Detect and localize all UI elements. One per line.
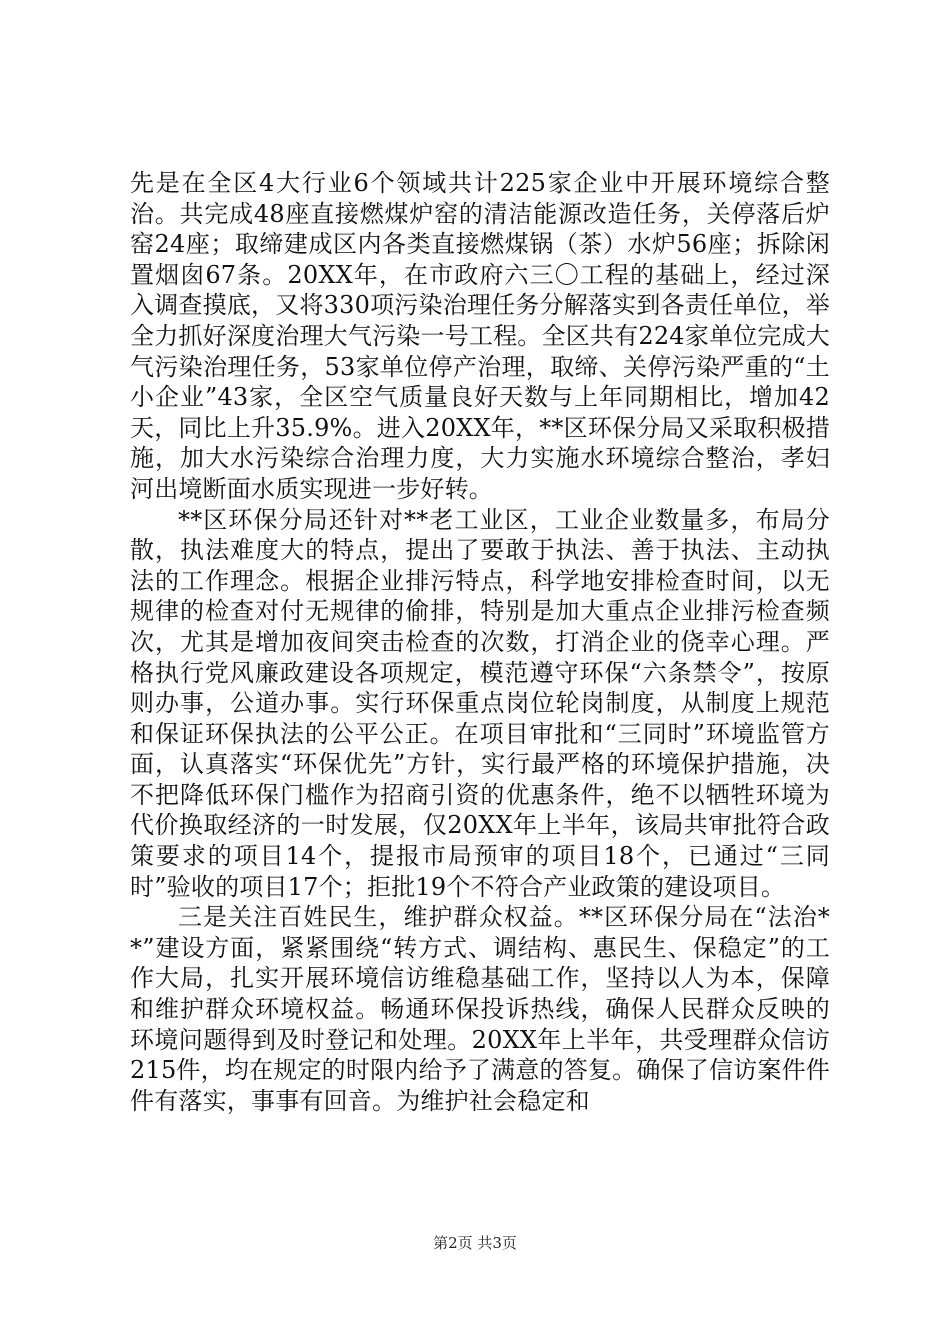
paragraph-2: **区环保分局还针对**老工业区，工业企业数量多，布局分散，执法难度大的特点，提出了要敢于执法、善于执法、主动执法的工作理念。根据企业排污特点，科学地安排检查时间，以无规律的检查对付无规律的偷排，特别是加大重点企业排污检查频次，尤其是增加夜间突击检查的次数，打消企业的侥幸心理。严格执行党风廉政建设各项规定，模范遵守环保“六条禁令”，按原则办事，公道办事。实行环保重点岗位轮岗制度，从制度上规范和保证环保执法的公平公正。在项目审批和“三同时”环境监管方面，认真落实“环保优先”方针，实行最严格的环境保护措施，决不把降低环保门槛作为招商引资的优惠条件，绝不以牺牲环境为代价换取经济的一时发展，仅20XX年上半年，该局共审批符合政策要求的项目14个，提报市局预审的项目18个，已通过“三同时”验收的项目17个；拒批19个不符合产业政策的建设项目。 [130, 505, 830, 901]
document-body [130, 168, 830, 1116]
page-footer: 第2页 共3页 [433, 1234, 517, 1252]
paragraph-3: 三是关注百姓民生，维护群众权益。**区环保分局在“法治**”建设方面，紧紧围绕“转方式、调结构、惠民生、保稳定”的工作大局，扎实开展环境信访维稳基础工作，坚持以人为本，保障和维护群众环境权益。畅通环保投诉热线，确保人民群众反映的环境问题得到及时登记和处理。20XX年上半年，共受理群众信访215件，均在规定的时限内给予了满意的答复。确保了信访案件件件有落实，事事有回音。为维护社会稳定和 [130, 903, 830, 1115]
paragraph-1: 先是在全区4大行业6个领域共计225家企业中开展环境综合整治。共完成48座直接燃煤炉窑的清洁能源改造任务，关停落后炉窑24座；取缔建成区内各类直接燃煤锅（茶）水炉56座；拆除闲置烟囱67条。20XX年，在市政府六三〇工程的基础上，经过深入调查摸底，又将330项污染治理任务分解落实到各责任单位，举全力抓好深度治理大气污染一号工程。全区共有224家单位完成大气污染治理任务，53家单位停产治理，取缔、关停污染严重的“土小企业”43家，全区空气质量良好天数与上年同期相比，增加42天，同比上升35.9%。进入20XX年，**区环保分局又采取积极措施，加大水污染综合治理力度，大力实施水环境综合整治，孝妇河出境断面水质实现进一步好转。 [130, 169, 830, 503]
